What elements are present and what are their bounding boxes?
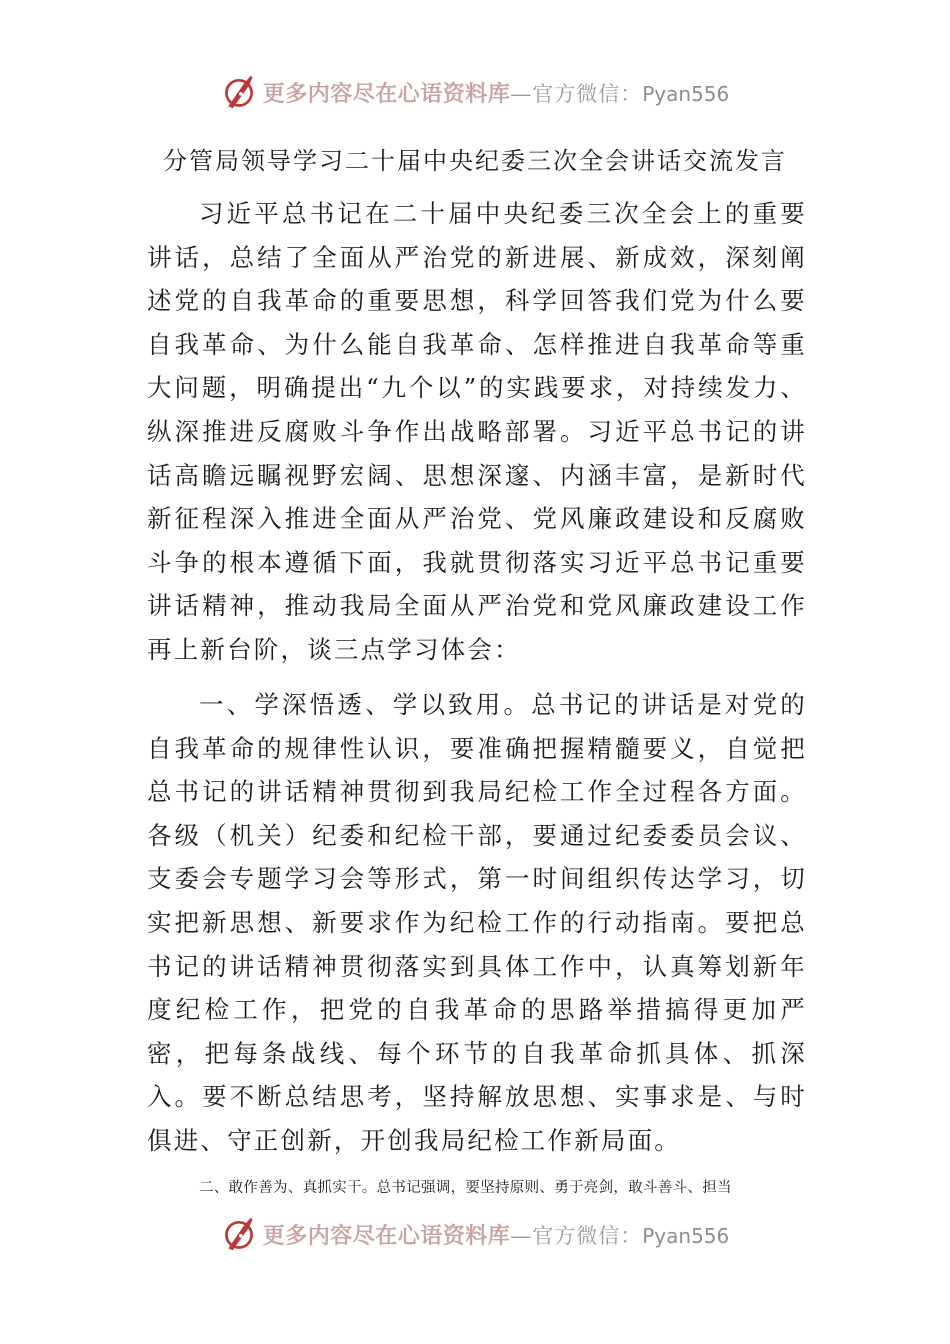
pen-nib-logo-icon: [221, 74, 257, 110]
paragraph-point-one: 一、学深悟透、学以致用。总书记的讲话是对党的自我革命的规律性认识，要准确把握精髓要义，自觉把总书记的讲话精神贯彻到我局纪检工作全过程各方面。各级（机关）纪委和纪检干部，要通过纪委委员会议、支委会专题学习会等形式，第一时间组织传达学习，切实把新思想、新要求作为纪检工作的行动指南。要把总书记的讲话精神贯彻落实到具体工作中，认真筹划新年度纪检工作，把党的自我革命的思路举措搞得更加严密，把每条战线、每个环节的自我革命抓具体、抓深入。要不断总结思考，坚持解放思想、实事求是、与时俱进、守正创新，开创我局纪检工作新局面。: [147, 690, 807, 1155]
pen-nib-logo-icon: [221, 1216, 257, 1252]
banner-sub-text: —官方微信：: [510, 81, 643, 106]
header-watermark-banner: [0, 72, 950, 112]
paragraph-point-two: 二、敢作善为、真抓实干。总书记强调，要坚持原则、勇于亮剑，敢斗善斗、担当: [199, 1180, 732, 1196]
footer-watermark-banner: [0, 1214, 950, 1254]
banner-wechat-id: Pyan556: [642, 1223, 730, 1248]
banner-wechat-id: Pyan556: [642, 81, 730, 106]
banner-main-text: 更多内容尽在心语资料库: [262, 1222, 511, 1249]
paragraph-intro: 习近平总书记在二十届中央纪委三次全会上的重要讲话，总结了全面从严治党的新进展、新成效，深刻阐述党的自我革命的重要思想，科学回答我们党为什么要自我革命、为什么能自我革命、怎样推进自我革命等重大问题，明确提出“九个以”的实践要求，对持续发力、纵深推进反腐败斗争作出战略部署。习近平总书记的讲话高瞻远瞩视野宏阔、思想深邃、内涵丰富，是新时代新征程深入推进全面从严治党、党风廉政建设和反腐败斗争的根本遵循下面，我就贯彻落实习近平总书记重要讲话精神，推动我局全面从严治党和党风廉政建设工作再上新台阶，谈三点学习体会：: [147, 199, 807, 664]
banner-main-text: 更多内容尽在心语资料库: [262, 80, 511, 107]
banner-sub-text: —官方微信：: [510, 1223, 643, 1248]
document-title: 分管局领导学习二十届中央纪委三次全会讲话交流发言: [163, 147, 787, 175]
